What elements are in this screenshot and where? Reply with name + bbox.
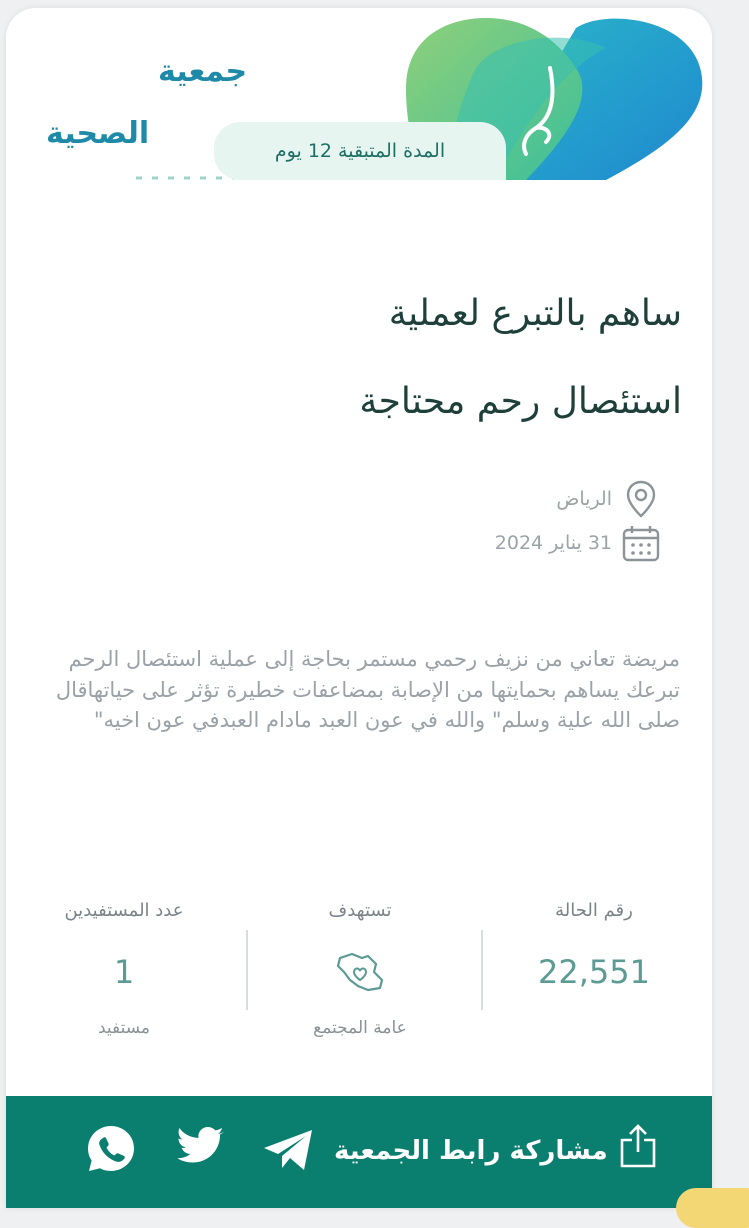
date-text: 31 يناير 2024 xyxy=(494,532,612,554)
org-banner xyxy=(6,8,712,180)
case-title xyxy=(42,290,682,466)
org-name-line1: جمعية xyxy=(158,54,248,89)
twitter-icon[interactable] xyxy=(178,1126,226,1172)
calendar-icon xyxy=(620,522,662,564)
date-row xyxy=(495,522,662,564)
case-card xyxy=(6,8,712,1208)
location-row xyxy=(556,478,662,520)
case-number-value: 22,551 xyxy=(538,953,650,991)
beneficiaries-unit: مستفيد xyxy=(97,1018,151,1038)
stats-divider xyxy=(481,930,483,1010)
location-text: الرياض xyxy=(556,488,612,510)
case-description: مريضة تعاني من نزيف رحمي مستمر بحاجة إلى عملية استئصال الرحم تبرعك يساهم بحمايتها من الإصابة بمضاعفات خطيرة تؤثر على حياتهاقال صلى الله علية وسلم" والله في عون العبد مادام العبدفي عون اخيه" xyxy=(55,647,680,732)
case-title-line2: استئصال رحم محتاجة xyxy=(359,381,682,422)
stat-case-number xyxy=(476,896,712,994)
target-label: تستهدف xyxy=(328,900,392,921)
target-value: عامة المجتمع xyxy=(313,1018,407,1038)
share-bar xyxy=(6,1096,712,1208)
case-number-label: رقم الحالة xyxy=(555,900,633,921)
whatsapp-icon[interactable] xyxy=(86,1124,136,1178)
case-title-line1: ساهم بالتبرع لعملية xyxy=(388,293,682,334)
share-icon[interactable] xyxy=(618,1122,658,1174)
org-name-line2-part2: الصحية xyxy=(46,116,150,151)
remaining-days-badge: المدة المتبقية 12 يوم xyxy=(214,122,506,180)
telegram-icon[interactable] xyxy=(262,1128,314,1176)
stat-beneficiaries xyxy=(6,896,242,1038)
floating-widget-edge[interactable] xyxy=(676,1188,749,1228)
case-stats xyxy=(6,896,712,1056)
beneficiaries-label: عدد المستفيدين xyxy=(64,900,184,921)
share-link-button[interactable]: مشاركة رابط الجمعية xyxy=(334,1136,608,1166)
stats-divider xyxy=(246,930,248,1010)
location-pin-icon xyxy=(620,478,662,520)
beneficiaries-value: 1 xyxy=(113,953,135,991)
stat-target xyxy=(242,896,478,1038)
saudi-map-heart-icon xyxy=(242,950,478,994)
